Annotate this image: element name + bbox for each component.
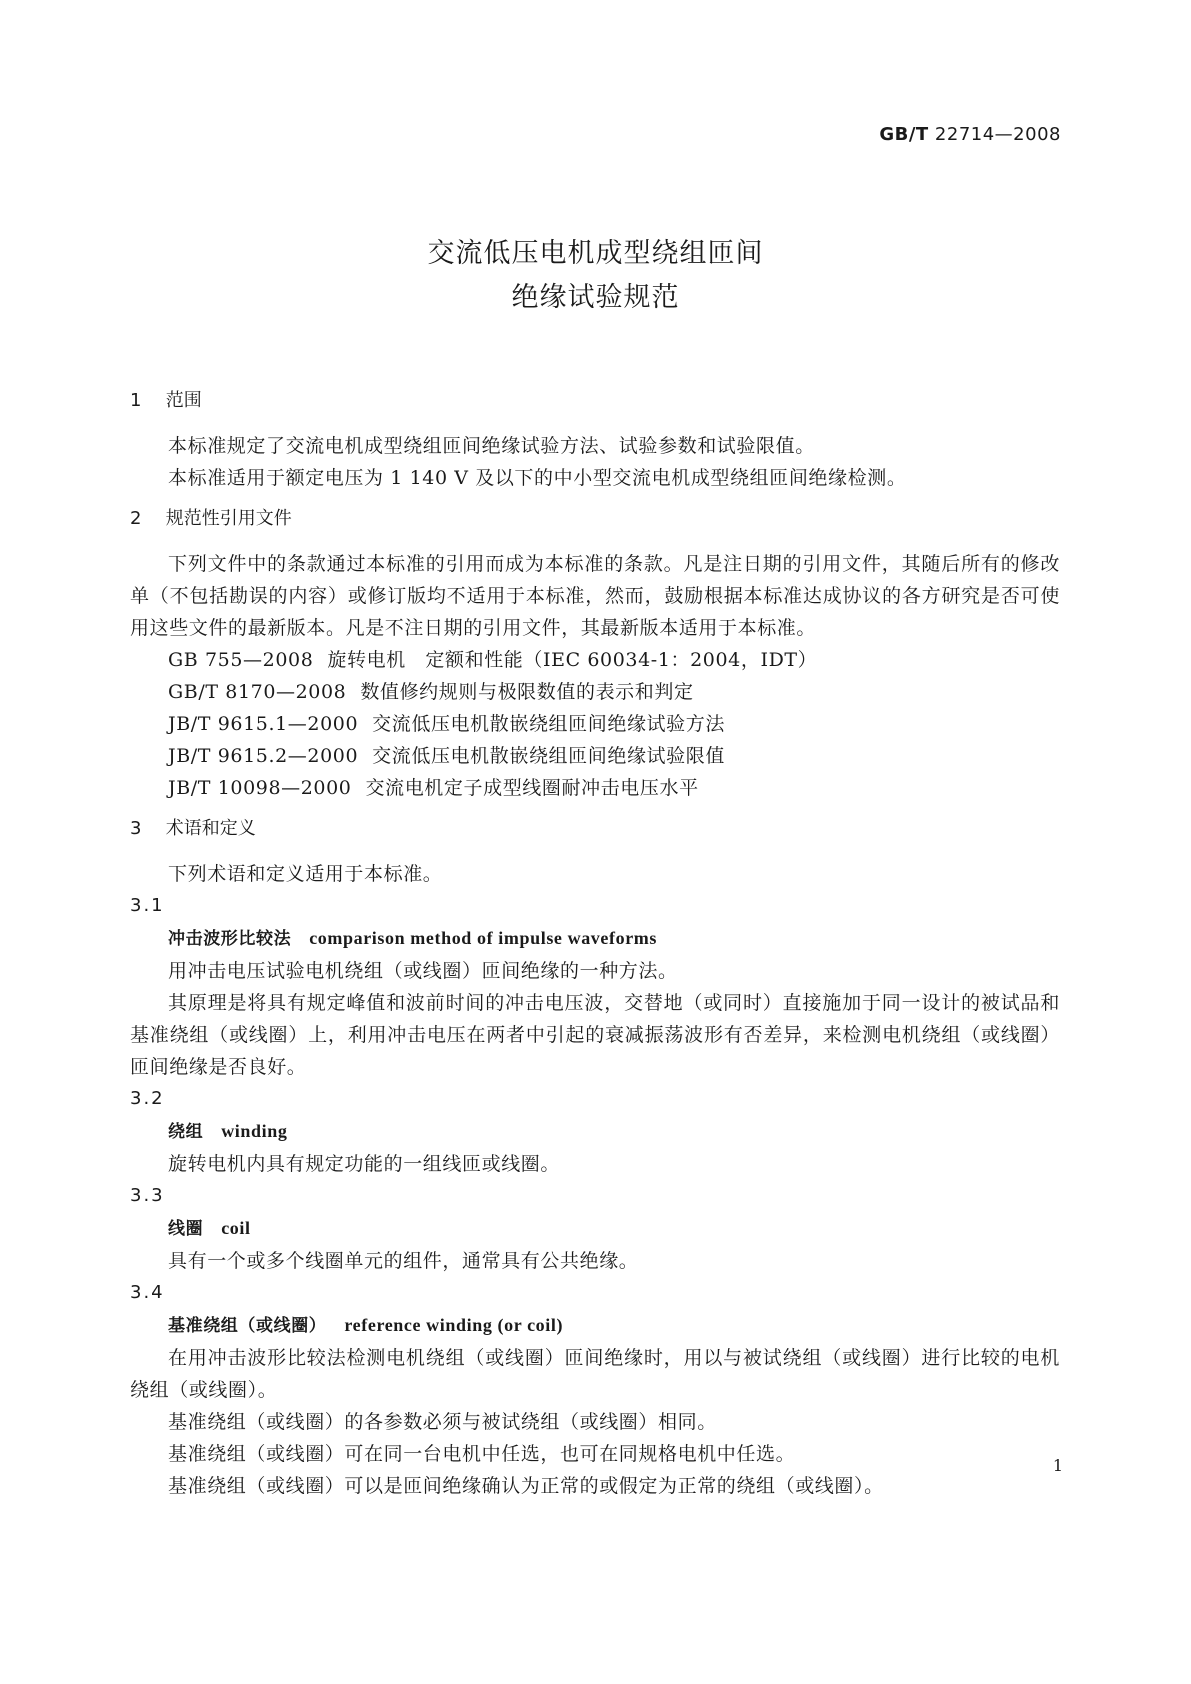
reference-item bbox=[130, 708, 1060, 740]
reference-title: 数值修约规则与极限数值的表示和判定 bbox=[360, 681, 694, 703]
reference-title: 交流低压电机散嵌绕组匝间绝缘试验限值 bbox=[372, 745, 725, 767]
reference-item bbox=[130, 644, 1060, 676]
section-heading-terms-definitions bbox=[130, 814, 1060, 844]
term-name bbox=[130, 922, 1060, 955]
term-definition: 旋转电机内具有规定功能的一组线匝或线圈。 bbox=[168, 1153, 561, 1175]
section-number: 1 bbox=[130, 390, 142, 411]
section-number: 3 bbox=[130, 818, 142, 839]
title-line-2: 绝缘试验规范 bbox=[511, 282, 680, 313]
page-number: 1 bbox=[1052, 1456, 1063, 1475]
paragraph: 下列文件中的条款通过本标准的引用而成为本标准的条款。凡是注日期的引用文件，其随后所有的修改单（不包括勘误的内容）或修订版均不适用于本标准，然而，鼓励根据本标准达成协议的各方研究是否可使用这些文件的最新版本。凡是不注日期的引用文件，其最新版本适用于本标准。 bbox=[130, 553, 1060, 639]
section-number: 2 bbox=[130, 508, 142, 529]
reference-title: 交流低压电机散嵌绕组匝间绝缘试验方法 bbox=[372, 713, 725, 735]
section-title: 范围 bbox=[165, 390, 202, 411]
document-title bbox=[0, 232, 1191, 320]
term-name-en: comparison method of impulse waveforms bbox=[309, 928, 657, 948]
term-definition: 在用冲击波形比较法检测电机绕组（或线圈）匝间绝缘时，用以与被试绕组（或线圈）进行比较的电机绕组（或线圈）。 bbox=[130, 1347, 1060, 1401]
term-definition: 具有一个或多个线圈单元的组件，通常具有公共绝缘。 bbox=[168, 1250, 639, 1272]
term-name-cn: 线圈 bbox=[168, 1219, 204, 1239]
section-title: 规范性引用文件 bbox=[165, 508, 292, 529]
section-heading-normative-references bbox=[130, 504, 1060, 534]
term-name-cn: 冲击波形比较法 bbox=[168, 929, 292, 949]
reference-item bbox=[130, 676, 1060, 708]
term-note: 基准绕组（或线圈）可以是匝间绝缘确认为正常的或假定为正常的绕组（或线圈）。 bbox=[168, 1475, 884, 1497]
term-name bbox=[130, 1115, 1060, 1148]
reference-code: JB/T 9615.2—2000 bbox=[168, 745, 359, 767]
term-name-en: coil bbox=[221, 1218, 251, 1238]
standard-prefix: GB/T bbox=[879, 124, 929, 145]
term-number: 3.1 bbox=[130, 895, 165, 916]
term-definition: 用冲击电压试验电机绕组（或线圈）匝间绝缘的一种方法。 bbox=[168, 960, 678, 982]
standard-number: 22714—2008 bbox=[934, 124, 1061, 145]
term-name-cn: 绕组 bbox=[168, 1122, 204, 1142]
reference-item bbox=[130, 740, 1060, 772]
term-name-en: winding bbox=[221, 1121, 288, 1141]
reference-title: 旋转电机 定额和性能（IEC 60034-1：2004，IDT） bbox=[327, 649, 818, 671]
term-note: 其原理是将具有规定峰值和波前时间的冲击电压波，交替地（或同时）直接施加于同一设计的被试品和基准绕组（或线圈）上，利用冲击电压在两者中引起的衰减振荡波形有否差异，来检测电机绕组（或线圈）匝间绝缘是否良好。 bbox=[130, 992, 1060, 1078]
term-name-en: reference winding (or coil) bbox=[344, 1315, 564, 1335]
term-name-cn: 基准绕组（或线圈） bbox=[168, 1316, 327, 1336]
term-name bbox=[130, 1212, 1060, 1245]
term-name bbox=[130, 1309, 1060, 1342]
title-line-1: 交流低压电机成型绕组匝间 bbox=[427, 238, 764, 269]
reference-title: 交流电机定子成型线圈耐冲击电压水平 bbox=[365, 777, 699, 799]
reference-code: GB/T 8170—2008 bbox=[168, 681, 347, 703]
document-body bbox=[130, 386, 1060, 1502]
term-note: 基准绕组（或线圈）的各参数必须与被试绕组（或线圈）相同。 bbox=[168, 1411, 717, 1433]
term-number: 3.2 bbox=[130, 1088, 165, 1109]
term-number: 3.4 bbox=[130, 1282, 165, 1303]
paragraph: 下列术语和定义适用于本标准。 bbox=[168, 863, 443, 885]
reference-code: JB/T 10098—2000 bbox=[168, 777, 352, 799]
paragraph: 本标准适用于额定电压为 1 140 V 及以下的中小型交流电机成型绕组匝间绝缘检测。 bbox=[168, 467, 907, 489]
term-number: 3.3 bbox=[130, 1185, 165, 1206]
section-title: 术语和定义 bbox=[165, 818, 256, 839]
standard-code bbox=[879, 124, 1061, 145]
term-note: 基准绕组（或线圈）可在同一台电机中任选，也可在同规格电机中任选。 bbox=[168, 1443, 796, 1465]
reference-item bbox=[130, 772, 1060, 804]
reference-code: GB 755—2008 bbox=[168, 649, 314, 671]
reference-code: JB/T 9615.1—2000 bbox=[168, 713, 359, 735]
paragraph: 本标准规定了交流电机成型绕组匝间绝缘试验方法、试验参数和试验限值。 bbox=[168, 435, 815, 457]
section-heading-scope bbox=[130, 386, 1060, 416]
